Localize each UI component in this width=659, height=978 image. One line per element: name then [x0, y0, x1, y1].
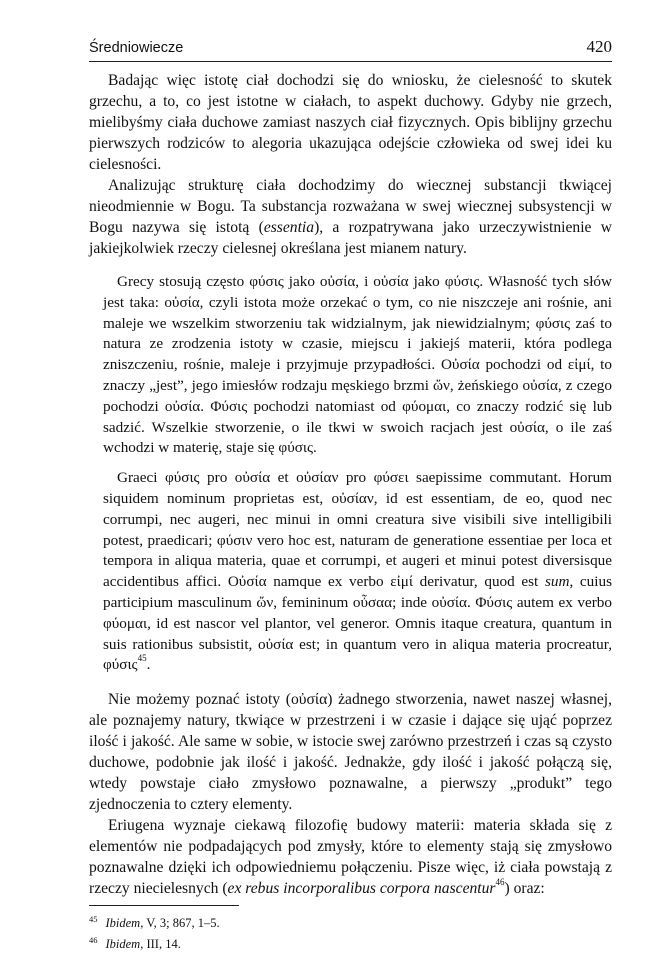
footnote-ref: 45	[137, 653, 147, 664]
page-number: 420	[586, 37, 612, 56]
footnote-rule	[89, 905, 239, 906]
block-quote-polish	[103, 272, 612, 459]
paragraph: Badając więc istotę ciał dochodzi się do wniosku, że cielesność to skutek grzechu, a to, co jest istotne w ciałach, to aspekt duchowy. Gdyby nie grzech, mielibyśmy ciała duchowe zamiast naszych ciał fizycznych. Opis biblijny grzechu pierwszych rodziców to alegoria ukazująca odejście człowieka od swej idei ku cielesności.	[89, 72, 612, 173]
footnote-ref: 46	[495, 876, 505, 887]
running-header	[89, 36, 612, 58]
body-text	[89, 70, 612, 899]
quote-paragraph: Graeci φύσις pro οὐσία et οὐσίαν pro φύσει saepissime commutant. Horum siquidem nominum proprietas est, οὐσίαν, id est essentiam, de eo, quod nec corrumpi, nec augeri, nec minui in omni creatura sive visibili sive intelligibili potest, praedicari; φύσιν vero hoc est, naturam de generatione essentiae per loca et tempora in aliqua materia, quae et corrumpi, et augeri et minui potest diversisque accidentibus affici. Οὐσία namque ex verbo εἰμί derivatur, quod est sum, cuius participium masculinum ὤν, femininum οὖσαα; inde οὐσία. Φύσις autem ex verbo φύομαι, id est nascor vel plantor, vel generor. Omnis itaque creatura, quantum in suis rationibus subsistit, οὐσία est; in quantum vero in aliqua materia procreatur, φύσις$^{45}$.	[103, 469, 612, 674]
paragraph: Analizując strukturę ciała dochodzimy do wiecznej substancji tkwiącej nieodmiennie w Bogu. Ta substancja rozważana w swej wiecznej subsystencji w Bogu nazywa się istotą (essentia), a rozpatrywana jako urzeczywistnienie w jakiejkolwiek rzeczy cielesnej określana jest mianem natury.	[89, 177, 612, 257]
header-rule	[89, 61, 612, 62]
footnote: $^{45}$ Ibidem, V, 3; 867, 1–5.	[89, 914, 220, 931]
footnotes	[89, 911, 612, 953]
paragraph: Eriugena wyznaje ciekawą filozofię budowy materii: materia składa się z elementów nie podpadających pod zmysły, które to elementy stają się zmysłowo poznawalne dzięki ich odpowiedniemu połączeniu. Pisze więc, iż ciała powstają z rzeczy niecielesnych (ex rebus incorporalibus corpora nascentur$^{46}$) oraz:	[89, 817, 612, 898]
running-title: Średniowiecze	[89, 40, 184, 56]
quote-paragraph: Grecy stosują często φύσις jako οὐσία, i οὐσία jako φύσις. Własność tych słów jest taka: οὐσία, czyli istota może orzekać o tym, co nie niszczeje ani rośnie, ani maleje we wszelkim stworzeniu tak widzialnym, jak niewidzialnym; φύσις zaś to natura ze zrodzenia istoty w czasie, miejscu i jakiejś materii, która podlega zniszczeniu, rośnie, maleje i przyjmuje przypadłości. Οὐσία pochodzi od εἰμί, to znaczy „jest”, jego imiesłów rodzaju męskiego brzmi ὤν, żeńskiego οὐσία, z czego pochodzi οὐσία. Φύσις pochodzi natomiast od φύομαι, co znaczy rodzić się lub sadzić. Wszelkie stworzenie, o ile tkwi w swoich racjach jest οὐσία, o ile zaś wchodzi w materię, staje się φύσις.	[103, 273, 612, 457]
footnote: $^{46}$ Ibidem, III, 14.	[89, 935, 181, 952]
block-quote-latin	[103, 468, 612, 676]
paragraph: Nie możemy poznać istoty (οὐσία) żadnego stworzenia, nawet naszej własnej, ale poznajemy natury, tkwiące w przestrzeni i w czasie i dające się ująć poprzez ilość i jakość. Ale same w sobie, w istocie swej zarówno przestrzeń i czas są czysto duchowe, podobnie jak ilość i jakość. Jednakże, gdy ilość i jakość połączą się, wtedy powstaje ciało zmysłowo poznawalne, a pierwszy „produkt” tego zjednoczenia to cztery elementy.	[89, 691, 612, 814]
